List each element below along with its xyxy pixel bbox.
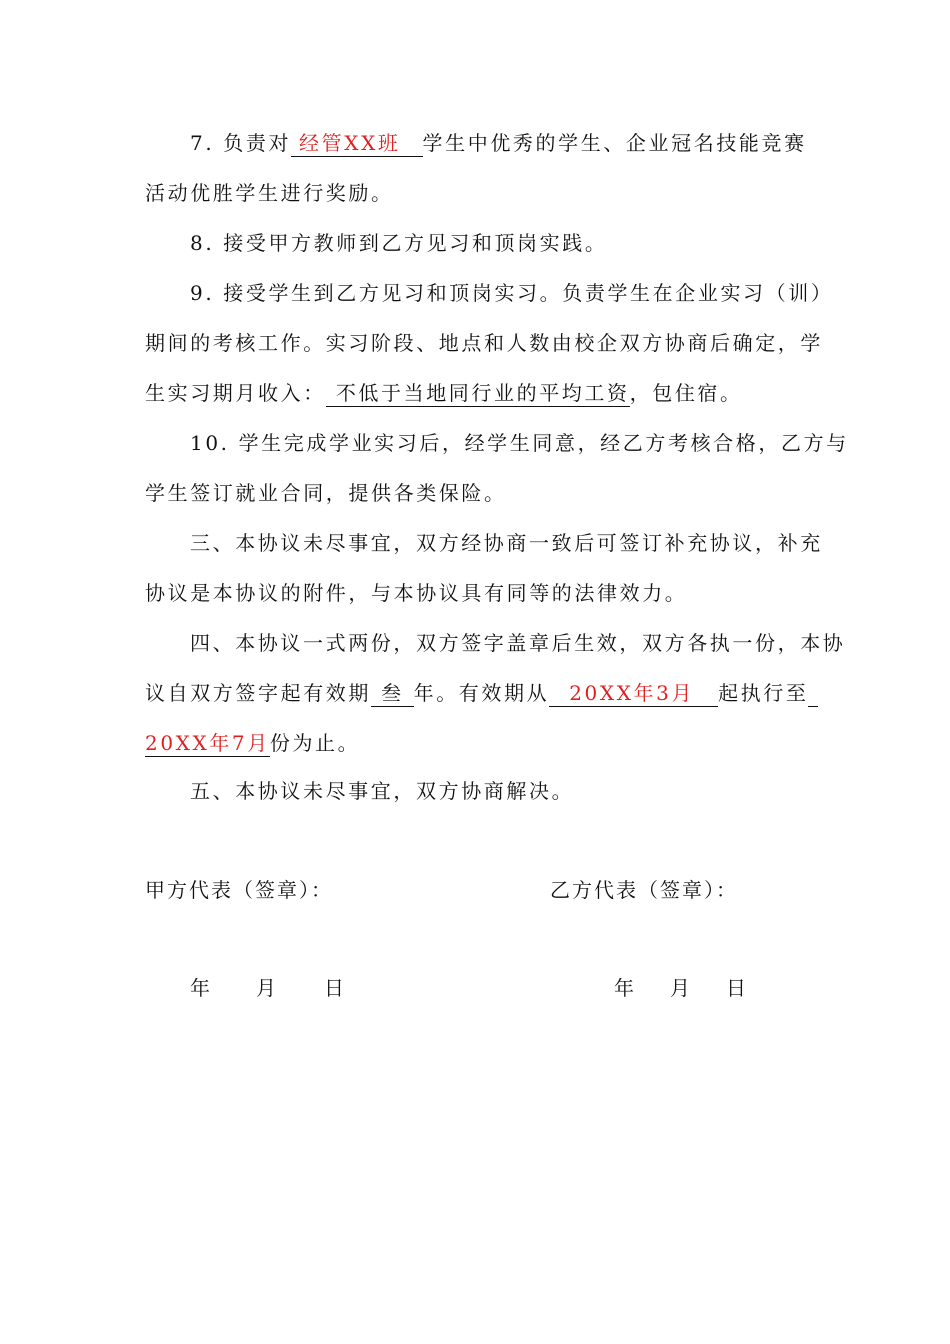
article-3-line1: 三、本协议未尽事宜，双方经协商一致后可签订补充协议，补充 — [190, 531, 823, 555]
party-b-date-month: 月 — [670, 976, 690, 1000]
class-name-field: 经管XX班 — [299, 131, 401, 155]
article-4-line3-suffix: 份为止。 — [269, 731, 361, 755]
article-5: 五、本协议未尽事宜，双方协商解决。 — [190, 779, 575, 803]
clause-10-line1: 10. 学生完成学业实习后，经学生同意，经乙方考核合格，乙方与 — [190, 431, 849, 455]
clause-7-prefix: 7. 负责对 — [190, 131, 292, 155]
clause-7-line2: 活动优胜学生进行奖励。 — [145, 181, 394, 205]
party-b-date-day: 日 — [726, 976, 746, 1000]
clause-8: 8. 接受甲方教师到乙方见习和顶岗实践。 — [190, 231, 608, 255]
end-date-field: 20XX年7月 — [145, 731, 270, 755]
party-a-signature-label: 甲方代表（签章）： — [145, 878, 333, 902]
party-a-date-month: 月 — [256, 976, 276, 1000]
party-a-date — [190, 975, 344, 1001]
article-4-line2-part2: 年。有效期从 — [413, 681, 550, 705]
clause-10-line2: 学生签订就业合同，提供各类保险。 — [145, 481, 507, 505]
party-a-date-day: 日 — [324, 976, 344, 1000]
article-4-line1: 四、本协议一式两份，双方签字盖章后生效，双方各执一份，本协 — [190, 631, 846, 655]
clause-9-line3-suffix: ，包住宿。 — [629, 381, 743, 405]
party-b-signature-label: 乙方代表（签章）： — [550, 878, 738, 902]
validity-years-field: 叁 — [381, 681, 404, 705]
clause-7-line1 — [190, 130, 807, 156]
clause-9-line1: 9. 接受学生到乙方见习和顶岗实习。负责学生在企业实习（训） — [190, 281, 834, 305]
clause-9-line3-prefix: 生实习期月收入： — [145, 381, 326, 405]
article-4-line2-part1: 议自双方签字起有效期 — [145, 681, 371, 705]
article-4-line2 — [145, 680, 818, 706]
party-b-date — [614, 975, 746, 1001]
start-date-field: 20XX年3月 — [569, 681, 695, 705]
clause-9-line2: 期间的考核工作。实习阶段、地点和人数由校企双方协商后确定，学 — [145, 331, 823, 355]
article-4-line2-part3: 起执行至 — [718, 681, 809, 705]
article-3-line2: 协议是本协议的附件，与本协议具有同等的法律效力。 — [145, 581, 688, 605]
party-b-date-year: 年 — [614, 976, 634, 1000]
clause-7-suffix: 学生中优秀的学生、企业冠名技能竞赛 — [422, 131, 807, 155]
article-4-line3 — [145, 730, 360, 756]
clause-9-line3 — [145, 380, 743, 406]
income-field: 不低于当地同行业的平均工资 — [335, 381, 630, 405]
party-a-date-year: 年 — [190, 976, 210, 1000]
